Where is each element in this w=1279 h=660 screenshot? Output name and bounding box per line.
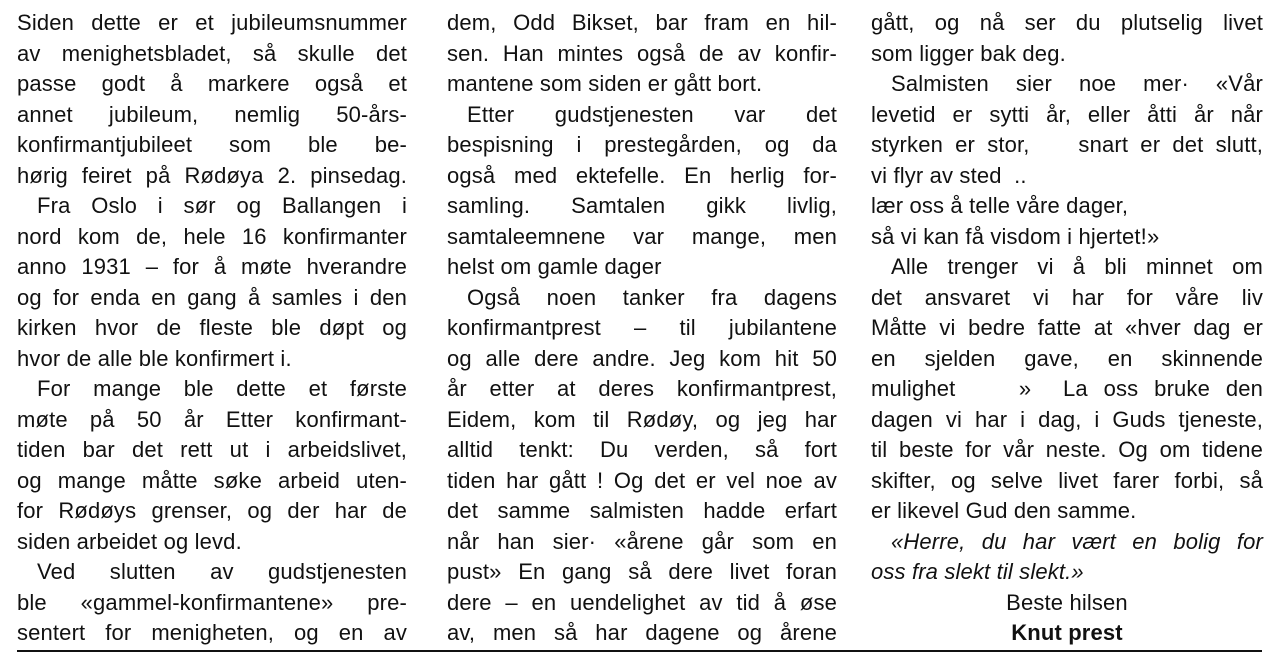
- closing-greeting: Beste hilsen: [1006, 589, 1128, 615]
- text-line: hørig feiret på Rødøya 2. pinsedag.: [17, 162, 407, 188]
- text-line: anno 1931 – for å møte hverandre: [17, 254, 407, 279]
- text-line: som ligger bak deg.: [871, 40, 1066, 66]
- text-line: vi flyr av sted ..: [871, 162, 1027, 188]
- text-line: tiden har gått ! Og det er vel noe av: [447, 467, 837, 493]
- article-column-3: [871, 8, 1263, 649]
- text-line: skifter, og selve livet farer forbi, så: [871, 467, 1263, 493]
- text-line: gått, og nå ser du plutselig livet: [871, 10, 1263, 35]
- text-line: sen. Han mintes også de av konfir-: [447, 40, 837, 66]
- text-line: tiden bar det rett ut i arbeidslivet,: [17, 437, 407, 462]
- text-line: passe godt å markere også et: [17, 71, 407, 96]
- text-line: og alle dere andre. Jeg kom hit 50: [447, 345, 837, 371]
- bottom-divider: [17, 650, 1262, 652]
- text-line: møte på 50 år Etter konfirmant-: [17, 406, 407, 432]
- text-line: Måtte vi bedre fatte at «hver dag er: [871, 315, 1263, 340]
- text-line: dagen vi har i dag, i Guds tjeneste,: [871, 406, 1263, 432]
- text-line: annet jubileum, nemlig 50-års-: [17, 101, 407, 127]
- text-line: av, men så har dagene og årene: [447, 620, 837, 645]
- text-line: pust» En gang så dere livet foran: [447, 559, 837, 584]
- quote-line: «Herre, du har vært en bolig for: [891, 528, 1263, 554]
- text-line: levetid er sytti år, eller åtti år når: [871, 101, 1263, 127]
- text-line: av menighetsbladet, så skulle det: [17, 40, 407, 66]
- text-line: mulighet » La oss bruke den: [871, 376, 1263, 401]
- text-line: alltid tenkt: Du verden, så fort: [447, 437, 837, 462]
- author-signature: Knut prest: [1011, 620, 1123, 645]
- text-line: ble «gammel-konfirmantene» pre-: [17, 589, 407, 615]
- text-line: styrken er stor, snart er det slutt,: [871, 132, 1263, 157]
- text-line: når han sier· «årene går som en: [447, 528, 837, 554]
- text-line: kirken hvor de fleste ble døpt og: [17, 315, 407, 340]
- text-line: konfirmantprest – til jubilantene: [447, 315, 837, 340]
- text-line: også med ektefelle. En herlig for-: [447, 162, 837, 188]
- text-line: Etter gudstjenesten var det: [467, 101, 837, 127]
- text-line: Også noen tanker fra dagens: [467, 284, 837, 310]
- text-line: så vi kan få visdom i hjertet!»: [871, 223, 1160, 249]
- text-line: siden arbeidet og levd.: [17, 528, 242, 554]
- text-line: dem, Odd Bikset, bar fram en hil-: [447, 10, 837, 35]
- text-line: Eidem, kom til Rødøy, og jeg har: [447, 406, 837, 432]
- text-line: Salmisten sier noe mer· «Vår: [891, 71, 1263, 96]
- text-line: Alle trenger vi å bli minnet om: [891, 254, 1263, 279]
- text-line: for Rødøys grenser, og der har de: [17, 498, 407, 523]
- text-line: sentert for menigheten, og en av: [17, 620, 407, 645]
- text-line: bespisning i prestegården, og da: [447, 132, 837, 157]
- text-line: og mange måtte søke arbeid uten-: [17, 467, 407, 493]
- text-line: helst om gamle dager: [447, 254, 662, 279]
- text-line: er likevel Gud den samme.: [871, 498, 1137, 523]
- article-column-1: [17, 8, 407, 649]
- text-line: til beste for vår neste. Og om tidene: [871, 437, 1263, 462]
- text-line: lær oss å telle våre dager,: [871, 193, 1129, 218]
- text-line: en sjelden gave, en skinnende: [871, 345, 1263, 371]
- text-line: konfirmantjubileet som ble be-: [17, 132, 407, 157]
- text-line: det ansvaret vi har for våre liv: [871, 284, 1263, 310]
- text-line: samling. Samtalen gikk livlig,: [447, 193, 837, 218]
- text-line: hvor de alle ble konfirmert i.: [17, 345, 292, 371]
- text-line: Siden dette er et jubileumsnummer: [17, 10, 407, 35]
- text-line: år etter at deres konfirmantprest,: [447, 376, 837, 401]
- text-line: det samme salmisten hadde erfart: [447, 498, 837, 523]
- text-line: Fra Oslo i sør og Ballangen i: [37, 193, 407, 218]
- text-line: samtaleemnene var mange, men: [447, 223, 837, 249]
- text-line: dere – en uendelighet av tid å øse: [447, 589, 837, 615]
- text-line: For mange ble dette et første: [37, 376, 407, 401]
- text-line: Ved slutten av gudstjenesten: [37, 559, 407, 584]
- quote-line: oss fra slekt til slekt.»: [871, 559, 1084, 584]
- text-line: mantene som siden er gått bort.: [447, 71, 763, 96]
- article-column-2: [447, 8, 837, 649]
- text-line: og for enda en gang å samles i den: [17, 284, 407, 310]
- text-line: nord kom de, hele 16 konfirmanter: [17, 223, 407, 249]
